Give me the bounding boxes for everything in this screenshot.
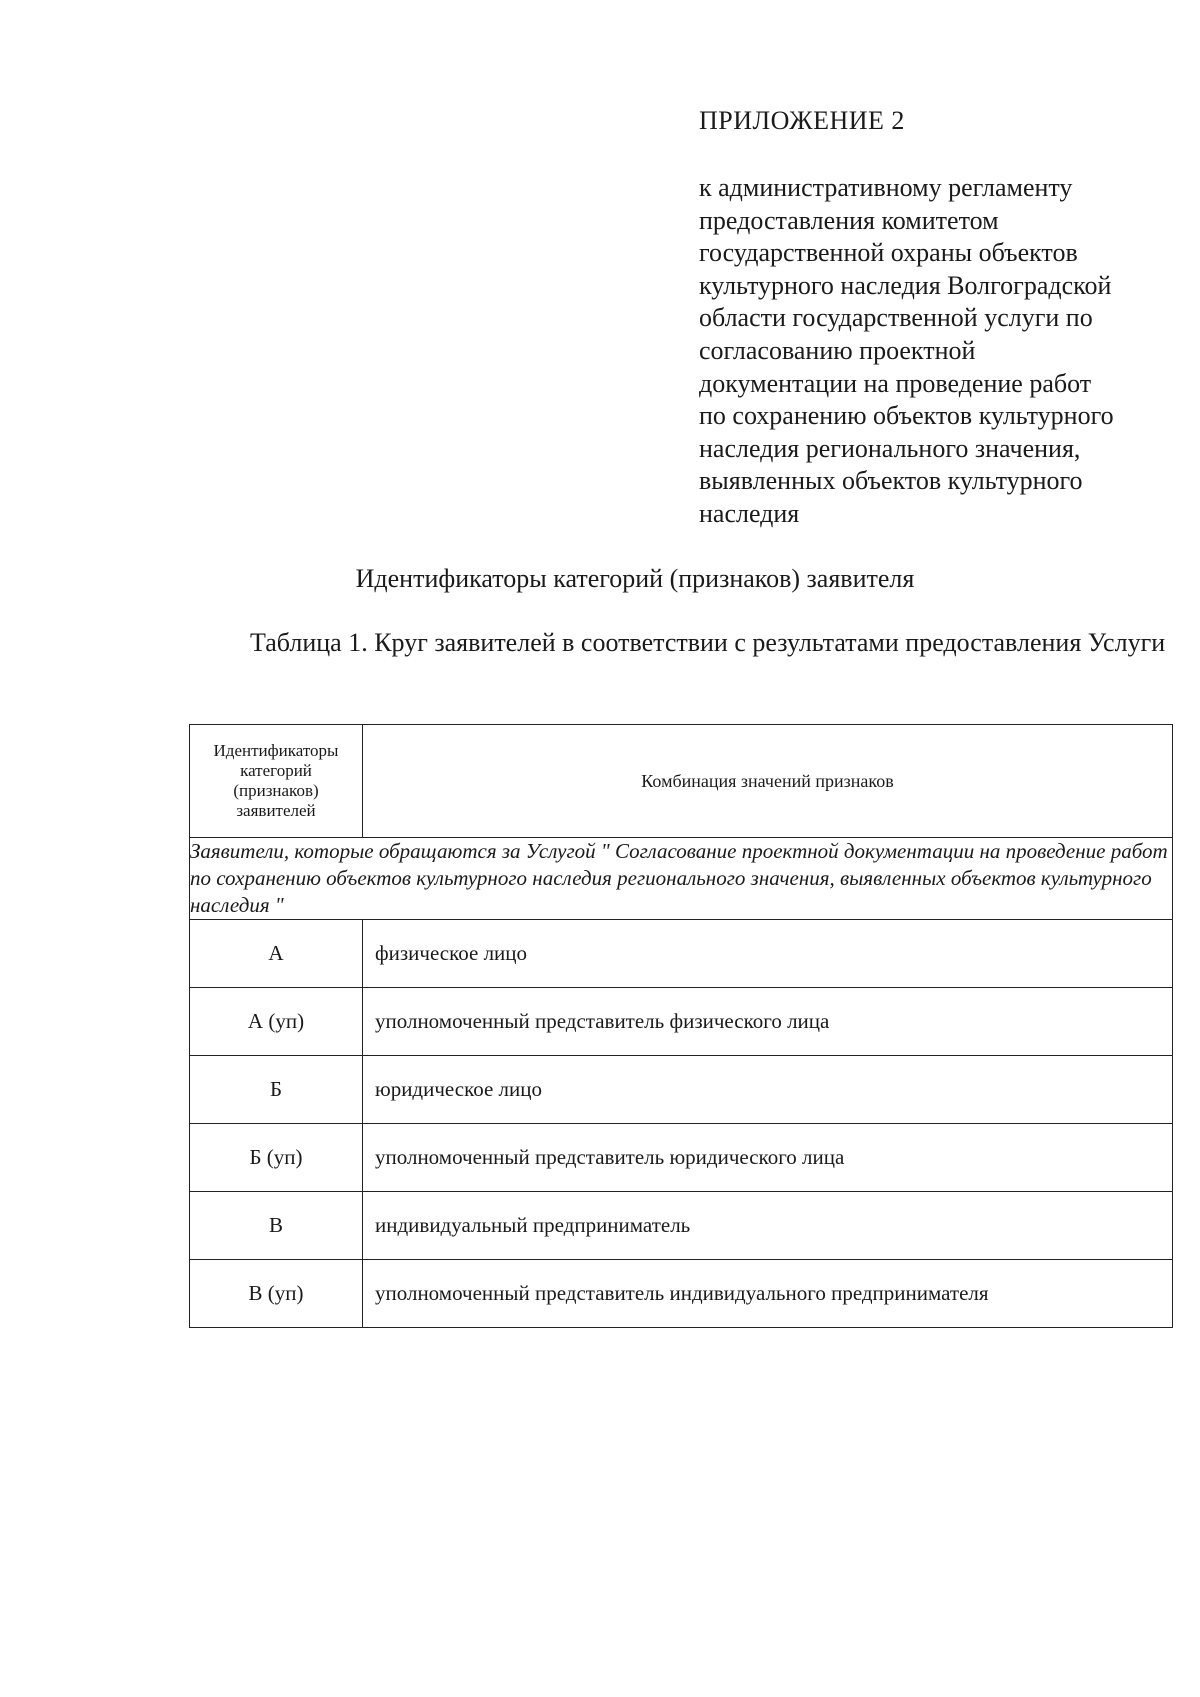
header-combination: Комбинация значений признаков (363, 725, 1173, 838)
category-description: уполномоченный представитель индивидуального предпринимателя (363, 1260, 1173, 1328)
category-description: юридическое лицо (363, 1056, 1173, 1124)
section-title: Идентификаторы категорий (признаков) заявителя (355, 564, 915, 593)
header-id-line: заявителей (236, 801, 316, 820)
category-code: А (190, 920, 363, 988)
table-header-row (190, 725, 1173, 838)
applicant-categories-table (189, 724, 1173, 1328)
appendix-line: согласованию проектной (699, 335, 976, 365)
table-row (190, 1260, 1173, 1328)
table-row (190, 920, 1173, 988)
category-description: уполномоченный представитель физического лица (363, 988, 1173, 1056)
service-description: Заявители, которые обращаются за Услугой " Согласование проектной документации на проведение работ по сохранению объектов культурного наследия регионального значения, выявленных объектов культурного наследия " (190, 838, 1173, 920)
category-code: В (190, 1192, 363, 1260)
category-code: В (уп) (190, 1260, 363, 1328)
table-row (190, 988, 1173, 1056)
header-id-line: (признаков) (233, 781, 319, 800)
header-identifiers (190, 725, 363, 838)
appendix-line: области государственной услуги по (699, 303, 1093, 333)
header-id-line: Идентификаторы (213, 741, 339, 760)
appendix-line: предоставления комитетом (699, 205, 999, 235)
table-row (190, 1124, 1173, 1192)
appendix-line: культурного наследия Волгоградской (699, 270, 1112, 300)
appendix-line: наследия (699, 498, 800, 528)
table-caption: Таблица 1. Круг заявителей в соответствии с результатами предоставления Услуги (250, 628, 1166, 657)
category-description: индивидуальный предприниматель (363, 1192, 1173, 1260)
appendix-line: выявленных объектов культурного (699, 466, 1083, 496)
table-row (190, 1192, 1173, 1260)
category-code: А (уп) (190, 988, 363, 1056)
category-code: Б (190, 1056, 363, 1124)
appendix-line: государственной охраны объектов (699, 238, 1078, 268)
category-description: уполномоченный представитель юридического лица (363, 1124, 1173, 1192)
header-id-line: категорий (240, 761, 312, 780)
category-description: физическое лицо (363, 920, 1173, 988)
appendix-line: к административному регламенту (699, 173, 1073, 202)
appendix-line: документации на проведение работ (699, 368, 1092, 398)
appendix-line: наследия регионального значения, (699, 433, 1081, 463)
table-row (190, 1056, 1173, 1124)
appendix-description (699, 172, 1169, 531)
appendix-title: ПРИЛОЖЕНИЕ 2 (699, 106, 905, 135)
category-code: Б (уп) (190, 1124, 363, 1192)
appendix-line: по сохранению объектов культурного (699, 401, 1114, 431)
service-description-row (190, 838, 1173, 920)
